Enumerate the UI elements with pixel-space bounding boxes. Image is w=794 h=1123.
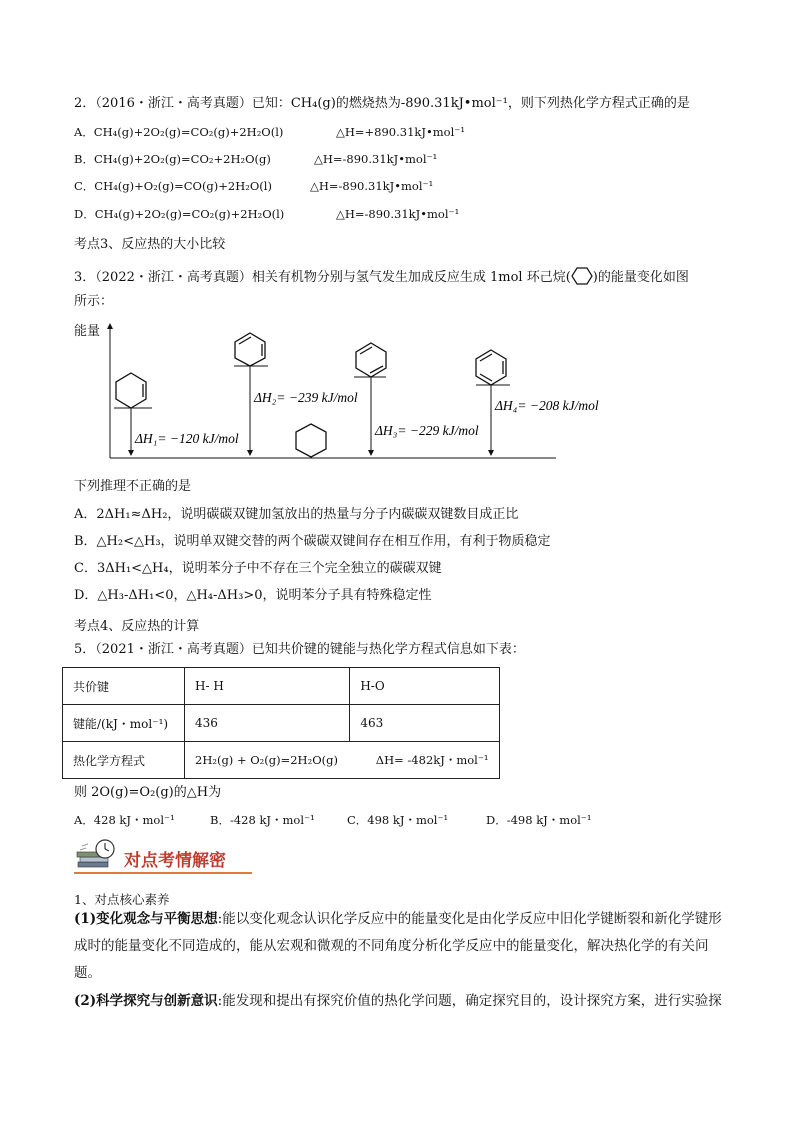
kaodian-4-heading: 考点4、反应热的计算: [74, 619, 200, 634]
core-p2-text: :能发现和提出有探究价值的热化学问题，确定探究目的，设计探究方案，进行实验探: [217, 993, 722, 1009]
q3-stem-text-end: )的能量变化如图: [592, 270, 689, 285]
core-paragraph-1: [74, 906, 722, 987]
q3-option-a[interactable]: A．2ΔH₁≈ΔH₂，说明碳碳双键加氢放出的热量与分子内碳碳双键数目成正比: [74, 507, 519, 522]
cyclohexene-icon: [116, 373, 146, 408]
q3-option-c[interactable]: C．3ΔH₁<△H₄，说明苯分子中不存在三个完全独立的碳碳双键: [74, 561, 442, 576]
q5-ask: 则 2O(g)=O₂(g)的△H为: [74, 785, 222, 800]
dh1-label: ΔH₁= −120 kJ/mol: [135, 431, 239, 446]
cyclohexane-icon: [296, 424, 326, 457]
q3-option-b[interactable]: B．△H₂<△H₃，说明单双键交替的两个碳碳双键间存在相互作用，有利于物质稳定: [74, 534, 551, 549]
core-p1-text: :能以变化观念认识化学反应中的能量变化是由化学反应中旧化学键断裂和新化学键形成时的能量变化不同造成的，能从宏观和微观的不同角度分析化学反应中的能量变化，解决热化学的有关问题。: [74, 911, 722, 981]
q2-option-b-dh: △H=-890.31kJ•mol⁻¹: [314, 152, 438, 166]
kaodian-3-heading: 考点3、反应热的大小比较: [74, 237, 226, 252]
q3-prompt: 下列推理不正确的是: [74, 479, 192, 494]
core-paragraph-2: [74, 988, 722, 1015]
q5-option-b[interactable]: B．-428 kJ・mol⁻¹: [210, 813, 315, 827]
q2-option-b-eq: B．CH₄(g)+2O₂(g)=CO₂+2H₂O(g): [74, 152, 271, 166]
core-heading: 1、对点核心素养: [74, 892, 170, 907]
table-row: [63, 668, 500, 705]
q2-option-a-dh: △H=+890.31kJ•mol⁻¹: [336, 125, 465, 139]
energy-axis-label: 能量: [74, 324, 101, 339]
table-cell: H-O: [350, 668, 499, 705]
cyclohexadiene-13-icon: [235, 333, 265, 366]
thermo-dh: ΔH= -482kJ・mol⁻¹: [375, 753, 489, 767]
banner-title: 对点考情解密: [124, 851, 226, 871]
banner-underline: [74, 872, 252, 874]
books-clock-icon: [74, 838, 120, 872]
table-cell: 463: [350, 705, 499, 742]
table-cell: 键能/(kJ・mol⁻¹): [63, 705, 185, 742]
q5-option-c[interactable]: C．498 kJ・mol⁻¹: [347, 813, 449, 827]
section-banner: [74, 838, 252, 874]
thermo-equation: 2H₂(g) + O₂(g)=2H₂O(g): [195, 753, 338, 767]
table-cell: 共价键: [63, 668, 185, 705]
q3-stem-text: 3．（2022・浙江・高考真题）相关有机物分别与氢气发生加成反应生成 1mol 环己烷(: [74, 270, 571, 285]
q2-option-a-eq: A．CH₄(g)+2O₂(g)=CO₂(g)+2H₂O(l): [74, 125, 284, 139]
bond-energy-table: [62, 667, 500, 779]
cyclohexadiene-14-icon: [356, 343, 386, 377]
dh2-label: ΔH₂= −239 kJ/mol: [254, 390, 358, 405]
q2-option-c-dh: △H=-890.31kJ•mol⁻¹: [310, 179, 434, 193]
table-row: [63, 705, 500, 742]
q3-option-d[interactable]: D．△H₃-ΔH₁<0，△H₄-ΔH₃>0，说明苯分子具有特殊稳定性: [74, 588, 432, 603]
table-cell-equation: [185, 742, 500, 779]
dh3-label: ΔH₃= −229 kJ/mol: [375, 423, 479, 438]
q2-stem: 2．（2016・浙江・高考真题）已知：CH₄(g)的燃烧热为-890.31kJ•mol⁻¹，则下列热化学方程式正确的是: [74, 96, 690, 111]
table-cell: 热化学方程式: [63, 742, 185, 779]
benzene-icon: [476, 350, 506, 385]
q5-option-a[interactable]: A．428 kJ・mol⁻¹: [74, 813, 175, 827]
q2-option-c-eq: C．CH₄(g)+O₂(g)=CO(g)+2H₂O(l): [74, 179, 272, 193]
core-p2-bold: (2)科学探究与创新意识: [74, 993, 218, 1009]
q2-option-d-dh: △H=-890.31kJ•mol⁻¹: [336, 207, 460, 221]
q3-stem-line2: 所示：: [74, 294, 114, 309]
dh4-label: ΔH₄= −208 kJ/mol: [495, 398, 599, 413]
q5-stem: 5．（2021・浙江・高考真题）已知共价键的键能与热化学方程式信息如下表：: [74, 642, 525, 657]
table-row: [63, 742, 500, 779]
table-cell: H- H: [185, 668, 350, 705]
core-p1-bold: (1)变化观念与平衡思想: [74, 911, 218, 927]
q2-option-d-eq: D．CH₄(g)+2O₂(g)=CO₂(g)+2H₂O(l): [74, 207, 285, 221]
q5-option-d[interactable]: D．-498 kJ・mol⁻¹: [486, 813, 592, 827]
table-cell: 436: [185, 705, 350, 742]
energy-diagram: [0, 0, 794, 480]
